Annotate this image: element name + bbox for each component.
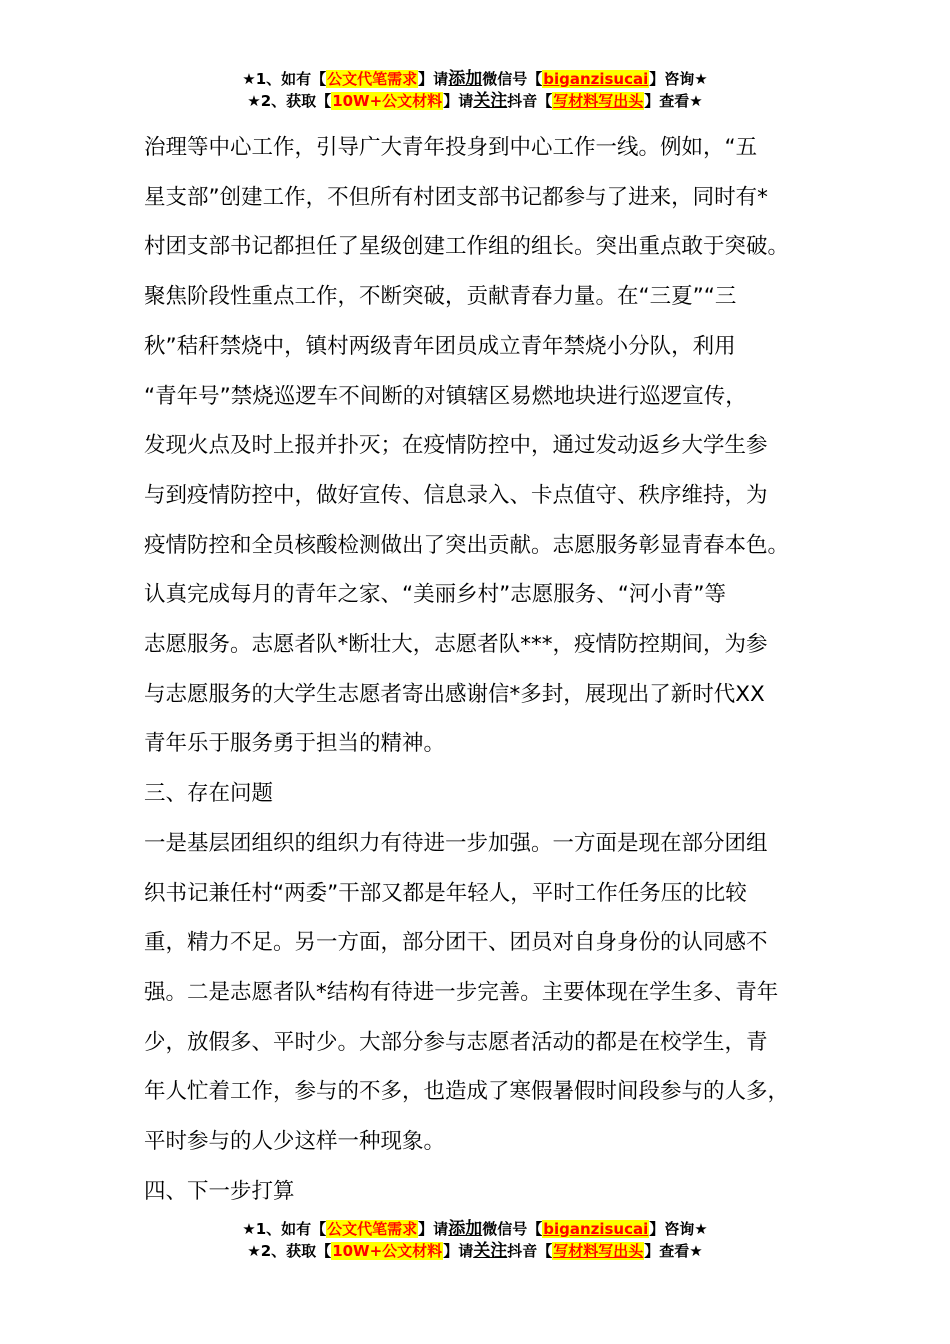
document-body xyxy=(144,123,834,1216)
body-line: 与到疫情防控中，做好宣传、信息录入、卡点值守、秩序维持，为 xyxy=(144,482,768,508)
banner-text: ★2、获取【 xyxy=(247,92,332,110)
body-line: 强。二是志愿者队*结构有待进一步完善。主要体现在学生多、青年 xyxy=(144,979,779,1005)
banner-text: ★2、获取【 xyxy=(247,1242,332,1260)
highlight-materials: 10W+公文材料 xyxy=(332,1242,443,1260)
banner-text: 】请 xyxy=(443,92,474,110)
highlight-wechat-id: biganzisucai xyxy=(543,70,649,88)
body-line: 秋”秸秆禁烧中，镇村两级青年团员成立青年禁烧小分队，利用 xyxy=(144,333,736,359)
body-line: 重，精力不足。另一方面，部分团干、团员对自身身份的认同感不 xyxy=(144,930,768,956)
body-line: 星支部”创建工作，不但所有村团支部书记都参与了进来，同时有* xyxy=(144,184,768,210)
body-line: “青年号”禁烧巡逻车不间断的对镇辖区易燃地块进行巡逻宣传， xyxy=(144,383,747,409)
footer-banner xyxy=(0,1218,950,1262)
body-line: 治理等中心工作，引导广大青年投身到中心工作一线。例如，“五 xyxy=(144,135,758,160)
highlight-douyin-id: 写材料写出头 xyxy=(553,92,644,110)
banner-text: 微信号【 xyxy=(482,1220,543,1238)
banner-text: 】查看★ xyxy=(644,1242,703,1260)
banner-emphasis: 关注 xyxy=(473,1241,508,1261)
header-banner-line-2 xyxy=(0,90,950,112)
body-line: 少，放假多、平时少。大部分参与志愿者活动的都是在校学生，青 xyxy=(144,1029,768,1055)
footer-banner-line-1 xyxy=(0,1218,950,1240)
banner-text: 】请 xyxy=(443,1242,474,1260)
banner-text: ★1、如有【 xyxy=(242,1220,327,1238)
banner-emphasis: 添加 xyxy=(448,69,483,89)
banner-text: 抖音【 xyxy=(507,1242,553,1260)
body-line: 平时参与的人少这样一种现象。 xyxy=(144,1129,446,1155)
body-line: 一是基层团组织的组织力有待进一步加强。一方面是现在部分团组 xyxy=(144,830,768,856)
body-line: 疫情防控和全员核酸检测做出了突出贡献。志愿服务彰显青春本色。 xyxy=(144,532,790,558)
body-line: 织书记兼任村“两委”干部又都是年轻人，平时工作任务压的比较 xyxy=(144,880,747,906)
body-line: 认真完成每月的青年之家、“美丽乡村”志愿服务、“河小青”等 xyxy=(144,582,727,608)
body-line: 发现火点及时上报并扑灭；在疫情防控中，通过发动返乡大学生参 xyxy=(144,433,768,459)
highlight-douyin-id: 写材料写出头 xyxy=(553,1242,644,1260)
body-line: 青年乐于服务勇于担当的精神。 xyxy=(144,731,446,757)
body-line: 与志愿服务的大学生志愿者寄出感谢信*多封，展现出了新时代XX xyxy=(144,681,765,707)
banner-text: 】请 xyxy=(418,70,449,88)
banner-text: 】请 xyxy=(418,1220,449,1238)
banner-text: 】咨询★ xyxy=(649,1220,708,1238)
body-line: 聚焦阶段性重点工作，不断突破，贡献青春力量。在“三夏”“三 xyxy=(144,284,737,310)
footer-banner-line-2 xyxy=(0,1240,950,1262)
highlight-service: 公文代笔需求 xyxy=(327,1220,418,1238)
highlight-service: 公文代笔需求 xyxy=(327,70,418,88)
banner-text: 微信号【 xyxy=(482,70,543,88)
header-banner xyxy=(0,68,950,112)
section-heading-problems: 三、存在问题 xyxy=(144,781,274,807)
body-line: 年人忙着工作，参与的不多，也造成了寒假暑假时间段参与的人多， xyxy=(144,1079,790,1105)
banner-text: 】查看★ xyxy=(644,92,703,110)
banner-text: 抖音【 xyxy=(507,92,553,110)
banner-emphasis: 关注 xyxy=(473,91,508,111)
highlight-materials: 10W+公文材料 xyxy=(332,92,443,110)
header-banner-line-1 xyxy=(0,68,950,90)
body-line: 志愿服务。志愿者队*断壮大，志愿者队***，疫情防控期间，为参 xyxy=(144,632,768,658)
banner-text: ★1、如有【 xyxy=(242,70,327,88)
highlight-wechat-id: biganzisucai xyxy=(543,1220,649,1238)
banner-emphasis: 添加 xyxy=(448,1219,483,1239)
body-line: 村团支部书记都担任了星级创建工作组的组长。突出重点敢于突破。 xyxy=(144,234,790,260)
section-heading-next-steps: 四、下一步打算 xyxy=(144,1178,295,1204)
banner-text: 】咨询★ xyxy=(649,70,708,88)
